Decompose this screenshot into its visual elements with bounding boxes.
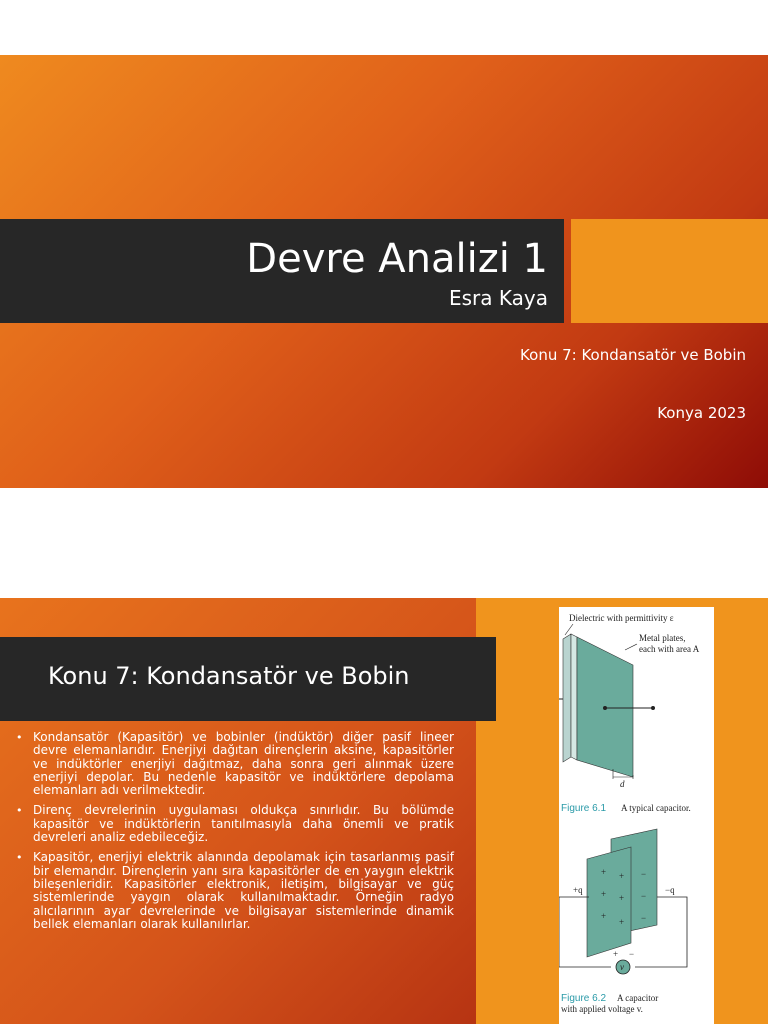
bullet-text: Kapasitör, enerjiyi elektrik alanında depolamak için tasarlanmış pasif bir elemandır. Dirençlerin yanı sıra kapasitörler de en yaygın elektrik bileşenleridir. Kapasitörler elektronik, iletişim, bilgisayar ve güç sistemlerinde yaygın olarak kullanılmaktadır. Örneğin radyo alıcılarının ayar devrelerinde ve bilgisayar sistemlerinde dinamik bellek elemanları olarak kullanılırlar. [33, 850, 454, 931]
bullet-marker: • [16, 851, 23, 865]
bullet-marker: • [16, 804, 23, 818]
svg-text:v: v [620, 962, 624, 972]
title-slide [0, 55, 768, 488]
capacitor-illustration [559, 607, 714, 1024]
figure-6-2-number: Figure 6.2 [561, 993, 607, 1004]
bullet-text: Direnç devrelerinin uygulaması oldukça sınırlıdır. Bu bölümde kapasitör ve indüktörlerin tanıtılmasıyla daha önemli ve pratik devreleri analiz edebileceğiz. [33, 803, 454, 845]
bullet-marker: • [16, 731, 23, 744]
plates-label-1: Metal plates, [639, 633, 686, 643]
svg-text:+: + [601, 889, 607, 899]
svg-text:+: + [619, 871, 625, 881]
figure-6-1-caption: A typical capacitor. [621, 803, 691, 813]
plates-label-2: each with area A [639, 644, 700, 654]
capacitor-plate [587, 847, 631, 957]
figure-6-1-number: Figure 6.1 [561, 803, 607, 814]
plus-sign: + [601, 867, 607, 877]
content-slide [0, 598, 768, 1024]
capacitor-figures [559, 607, 714, 1024]
svg-text:+: + [619, 893, 625, 903]
author-name: Esra Kaya [448, 286, 548, 310]
place-year: Konya 2023 [657, 404, 746, 422]
accent-block [571, 219, 768, 323]
plus-q-label: +q [573, 885, 583, 895]
figure-6-2-caption-1: A capacitor [617, 993, 659, 1003]
svg-text:−: − [641, 913, 647, 923]
minus-q-label: −q [665, 885, 675, 895]
svg-text:+: + [619, 917, 625, 927]
bullet-item [16, 804, 454, 844]
dielectric-slab [563, 634, 571, 762]
bullet-item [16, 731, 454, 797]
dielectric-label: Dielectric with permittivity ε [569, 613, 674, 623]
topic-subtitle: Konu 7: Kondansatör ve Bobin [520, 346, 746, 364]
svg-text:+: + [601, 911, 607, 921]
figure-6-2-caption-2: with applied voltage v. [561, 1004, 643, 1014]
bullet-text: Kondansatör (Kapasitör) ve bobinler (indüktör) diğer pasif lineer devre elemanlarıdır. Enerjiyi dağıtan dirençlerin aksine, kapasitörler ve indüktörler enerjiyi dağıtmaz, daha sonra geri alınmak üzere enerjiyi depolar. Bu nedenle kapasitör ve indüktörlere depolama elemanları adı verilmektedir. [33, 730, 454, 798]
svg-text:+: + [613, 949, 619, 959]
svg-text:−: − [641, 891, 647, 901]
bullet-list [16, 731, 454, 938]
minus-sign: − [641, 869, 647, 879]
bullet-item [16, 851, 454, 931]
slide-title: Konu 7: Kondansatör ve Bobin [48, 662, 410, 690]
plate-distance-label: d [620, 779, 625, 789]
presentation-title: Devre Analizi 1 [246, 236, 548, 282]
svg-text:−: − [629, 949, 635, 959]
